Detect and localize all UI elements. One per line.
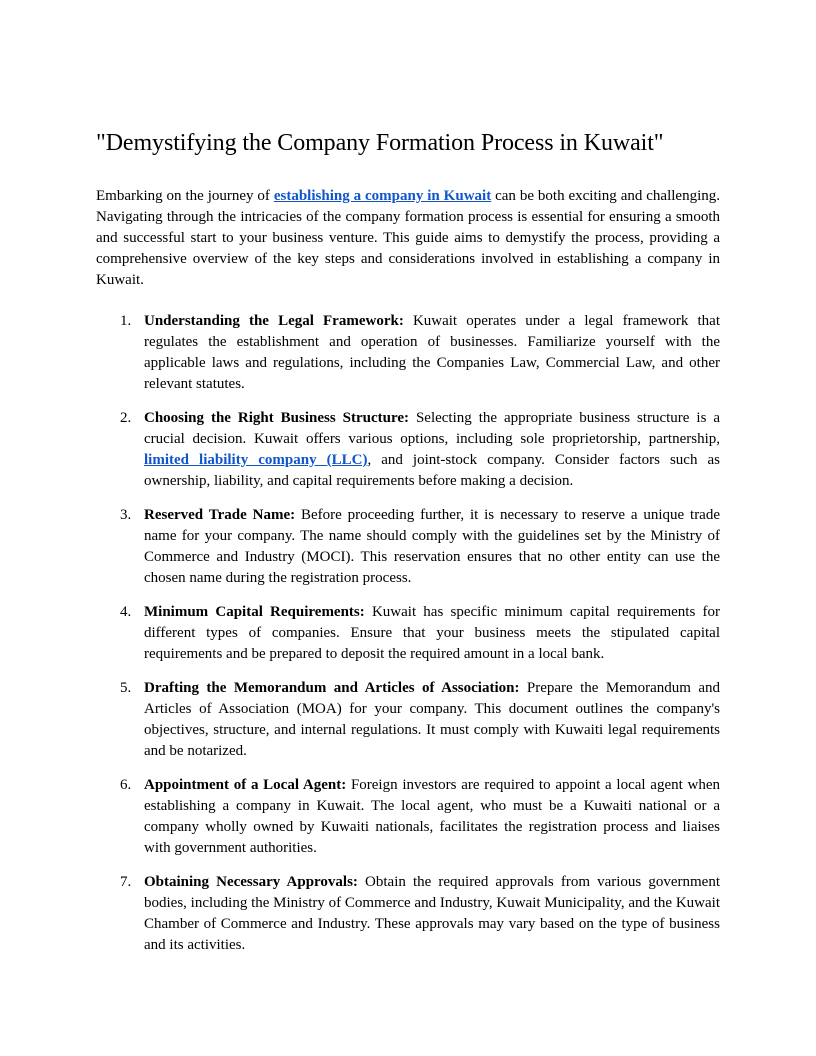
list-item-heading: Understanding the Legal Framework:	[144, 313, 404, 329]
llc-link[interactable]: limited liability company (LLC)	[144, 452, 368, 468]
list-item-heading: Choosing the Right Business Structure:	[144, 410, 410, 426]
intro-paragraph	[96, 186, 720, 291]
document-title: "Demystifying the Company Formation Process in Kuwait"	[96, 130, 664, 156]
list-item-text: Kuwait has specific minimum capital requirements for different types of companies. Ensure that your business meets the stipulated capital requirements and be prepared to deposit the required amount in a local bank.	[144, 604, 720, 662]
list-item-number: 1.	[120, 313, 132, 329]
list-item	[96, 311, 720, 395]
list-item-heading: Minimum Capital Requirements:	[144, 604, 365, 620]
list-item-number: 4.	[120, 604, 132, 620]
steps-list	[96, 311, 720, 956]
list-item-heading: Appointment of a Local Agent:	[144, 777, 347, 793]
list-item-text-before-link: Selecting the appropriate business structure is a crucial decision. Kuwait offers various options, including sole proprietorship, partnership,	[144, 410, 720, 447]
list-item-text: Before proceeding further, it is necessary to reserve a unique trade name for your company. The name should comply with the guidelines set by the Ministry of Commerce and Industry (MOCI). This reservation ensures that no other entity can use the chosen name during the registration process.	[144, 507, 721, 586]
list-item	[96, 678, 720, 762]
list-item	[96, 408, 720, 492]
establishing-company-link[interactable]: establishing a company in Kuwait	[273, 188, 492, 204]
list-item-number: 5.	[120, 680, 132, 696]
list-item-number: 7.	[120, 874, 132, 890]
list-item-number: 2.	[120, 410, 132, 426]
list-item	[96, 602, 720, 665]
list-item-number: 3.	[120, 507, 132, 523]
list-item	[96, 872, 720, 956]
list-item-text: Kuwait operates under a legal framework that regulates the establishment and operation of businesses. Familiarize yourself with the applicable laws and regulations, including the Companies Law, Commercial Law, and other relevant statutes.	[144, 313, 720, 392]
list-item-text-after-link: , and joint-stock company. Consider factors such as ownership, liability, and capital requirements before making a decision.	[144, 452, 720, 489]
list-item-heading: Obtaining Necessary Approvals:	[144, 874, 358, 890]
list-item	[96, 775, 720, 859]
list-item-number: 6.	[120, 777, 132, 793]
list-item-heading: Drafting the Memorandum and Articles of Association:	[144, 680, 520, 696]
document-page	[96, 128, 720, 969]
list-item	[96, 505, 720, 589]
list-item-text: Foreign investors are required to appoint a local agent when establishing a company in Kuwait. The local agent, who must be a Kuwaiti national or a company wholly owned by Kuwaiti nationals, facilitates the registration process and liaises with government authorities.	[144, 777, 720, 856]
intro-text-after-link: can be both exciting and challenging. Navigating through the intricacies of the company formation process is essential for ensuring a smooth and successful start to your business venture. This guide aims to demystify the process, providing a comprehensive overview of the key steps and considerations involved in establishing a company in Kuwait.	[96, 188, 721, 288]
list-item-heading: Reserved Trade Name:	[144, 507, 296, 523]
intro-text-before-link: Embarking on the journey of	[96, 188, 274, 204]
list-item-text: Obtain the required approvals from various government bodies, including the Ministry of Commerce and Industry, Kuwait Municipality, and the Kuwait Chamber of Commerce and Industry. These approvals may vary based on the type of business and its activities.	[144, 874, 720, 953]
list-item-text: Prepare the Memorandum and Articles of Association (MOA) for your company. This document outlines the company's objectives, structure, and internal regulations. It must comply with Kuwaiti legal requirements and be notarized.	[144, 680, 720, 759]
